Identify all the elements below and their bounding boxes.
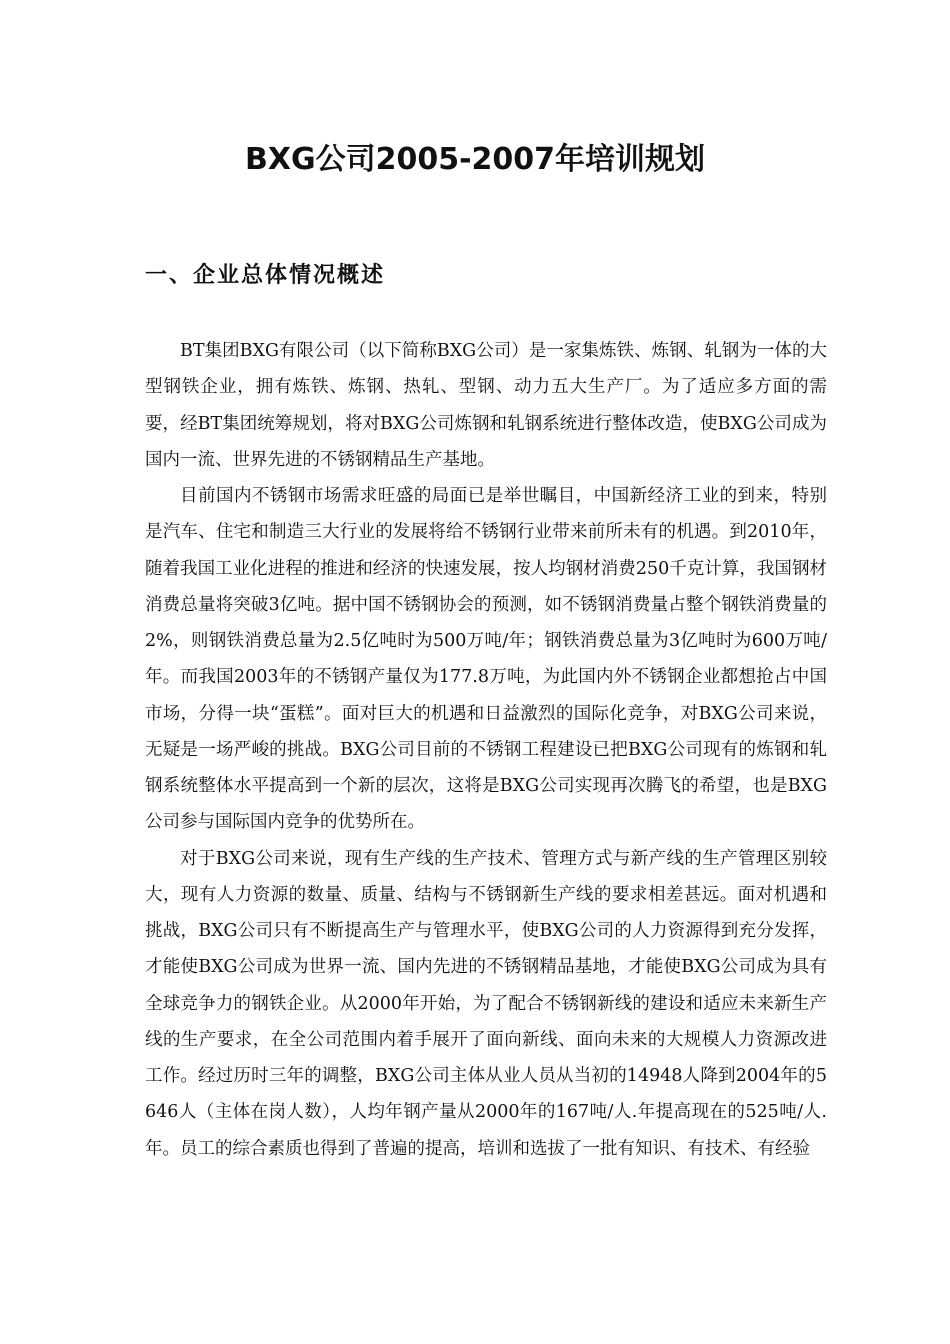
paragraph-hr-improvement: 对于BXG公司来说，现有生产线的生产技术、管理方式与新产线的生产管理区别较大，现有人力资源的数量、质量、结构与不锈钢新生产线的要求相差甚远。面对机遇和挑战，BXG公司只有不断提高生产与管理水平，使BXG公司的人力资源得到充分发挥，才能使BXG公司成为世界一流、国内先进的不锈钢精品基地，才能使BXG公司成为具有全球竞争力的钢铁企业。从2000年开始，为了配合不锈钢新线的建设和适应未来新生产线的生产要求，在全公司范围内着手展开了面向新线、面向未来的大规模人力资源改进工作。经过历时三年的调整，BXG公司主体从业人员从当初的14948人降到2004年的5646人（主体在岗人数），人均年钢产量从2000年的167吨/人.年提高现在的525吨/人.年。员工的综合素质也得到了普遍的提高，培训和选拔了一批有知识、有技术、有经验 [145,848,827,1159]
paragraph-company-intro: BT集团BXG有限公司（以下简称BXG公司）是一家集炼铁、炼钢、轧钢为一体的大型钢铁企业，拥有炼铁、炼钢、热轧、型钢、动力五大生产厂。为了适应多方面的需要，经BT集团统筹规划，将对BXG公司炼钢和轧钢系统进行整体改造，使BXG公司成为国内一流、世界先进的不锈钢精品生产基地。 [145,341,827,470]
section-body [145,333,827,1167]
document-title: BXG公司2005-2007年培训规划 [244,142,706,177]
paragraph-market-outlook: 目前国内不锈钢市场需求旺盛的局面已是举世瞩目，中国新经济工业的到来，特别是汽车、住宅和制造三大行业的发展将给不锈钢行业带来前所未有的机遇。到2010年，随着我国工业化进程的推进和经济的快速发展，按人均钢材消费250千克计算，我国钢材消费总量将突破3亿吨。据中国不锈钢协会的预测，如不锈钢消费量占整个钢铁消费量的2%，则钢铁消费总量为2.5亿吨时为500万吨/年；钢铁消费总量为3亿吨时为600万吨/年。而我国2003年的不锈钢产量仅为177.8万吨，为此国内外不锈钢企业都想抢占中国市场，分得一块“蛋糕”。面对巨大的机遇和日益激烈的国际化竞争，对BXG公司来说，无疑是一场严峻的挑战。BXG公司目前的不锈钢工程建设已把BXG公司现有的炼钢和轧钢系统整体水平提高到一个新的层次，这将是BXG公司实现再次腾飞的希望，也是BXG公司参与国际国内竞争的优势所在。 [145,486,827,833]
section-heading: 一、企业总体情况概述 [145,263,386,288]
